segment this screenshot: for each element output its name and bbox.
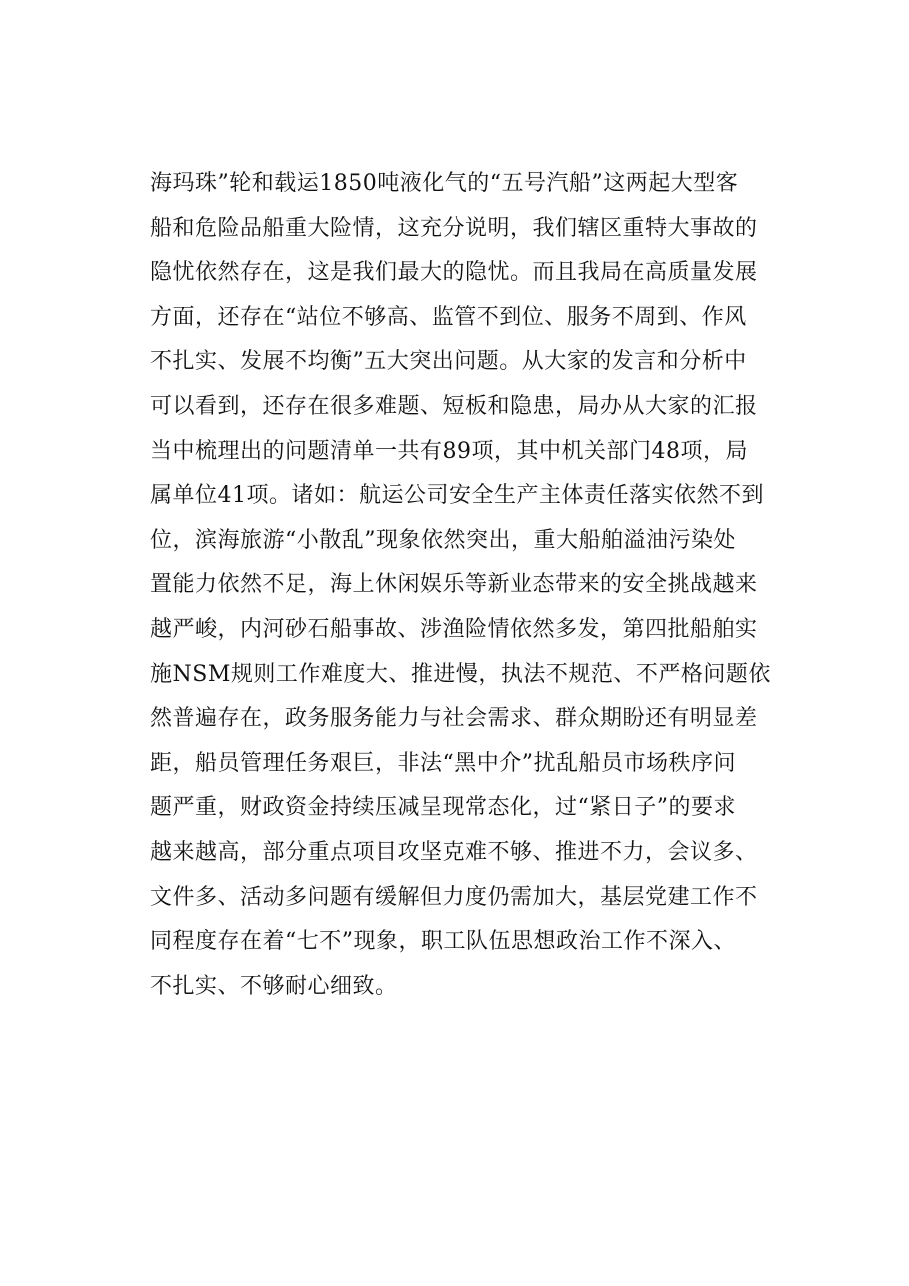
paragraph-line-9: 位，滨海旅游“小散乱”现象依然突出，重大船舶溢油污染处: [150, 527, 736, 553]
paragraph-line-1: 海玛珠”轮和载运1850吨液化气的“五号汽船”这两起大型客: [150, 171, 739, 196]
paragraph-line-7: 当中梳理出的问题清单一共有89项，其中机关部门48项，局: [150, 438, 748, 464]
paragraph-line-18: 同程度存在着“七不”现象，职工队伍思想政治工作不深入、: [150, 929, 736, 955]
paragraph-line-4: 方面，还存在“站位不够高、监管不到位、服务不周到、作风: [150, 304, 747, 330]
paragraph-line-11: 越严峻，内河砂石船事故、涉渔险情依然多发，第四批船舶实: [150, 616, 758, 642]
paragraph-line-6: 可以看到，还存在很多难题、短板和隐患，局办从大家的汇报: [150, 393, 758, 419]
body-paragraph: [150, 162, 800, 1009]
paragraph-line-3: 隐忧依然存在，这是我们最大的隐忧。而且我局在高质量发展: [150, 260, 758, 286]
paragraph-line-2: 船和危险品船重大险情，这充分说明，我们辖区重特大事故的: [150, 215, 758, 241]
paragraph-line-8: 属单位41项。诸如：航运公司安全生产主体责任落实依然不到: [150, 483, 764, 509]
paragraph-line-19: 不扎实、不够耐心细致。: [150, 973, 398, 999]
paragraph-line-10: 置能力依然不足，海上休闲娱乐等新业态带来的安全挑战越来: [150, 572, 758, 598]
paragraph-line-13: 然普遍存在，政务服务能力与社会需求、群众期盼还有明显差: [150, 706, 758, 732]
paragraph-line-17: 文件多、活动多问题有缓解但力度仍需加大，基层党建工作不: [150, 884, 758, 910]
paragraph-line-15: 题严重，财政资金持续压减呈现常态化，过“紧日子”的要求: [150, 795, 736, 821]
paragraph-line-5: 不扎实、发展不均衡”五大突出问题。从大家的发言和分析中: [150, 349, 747, 375]
paragraph-line-14: 距，船员管理任务艰巨，非法“黑中介”扰乱船员市场秩序问: [150, 750, 736, 776]
paragraph-line-16: 越来越高，部分重点项目攻坚克难不够、推进不力，会议多、: [150, 839, 758, 865]
paragraph-line-12: 施NSM规则工作难度大、推进慢，执法不规范、不严格问题依: [150, 661, 771, 687]
